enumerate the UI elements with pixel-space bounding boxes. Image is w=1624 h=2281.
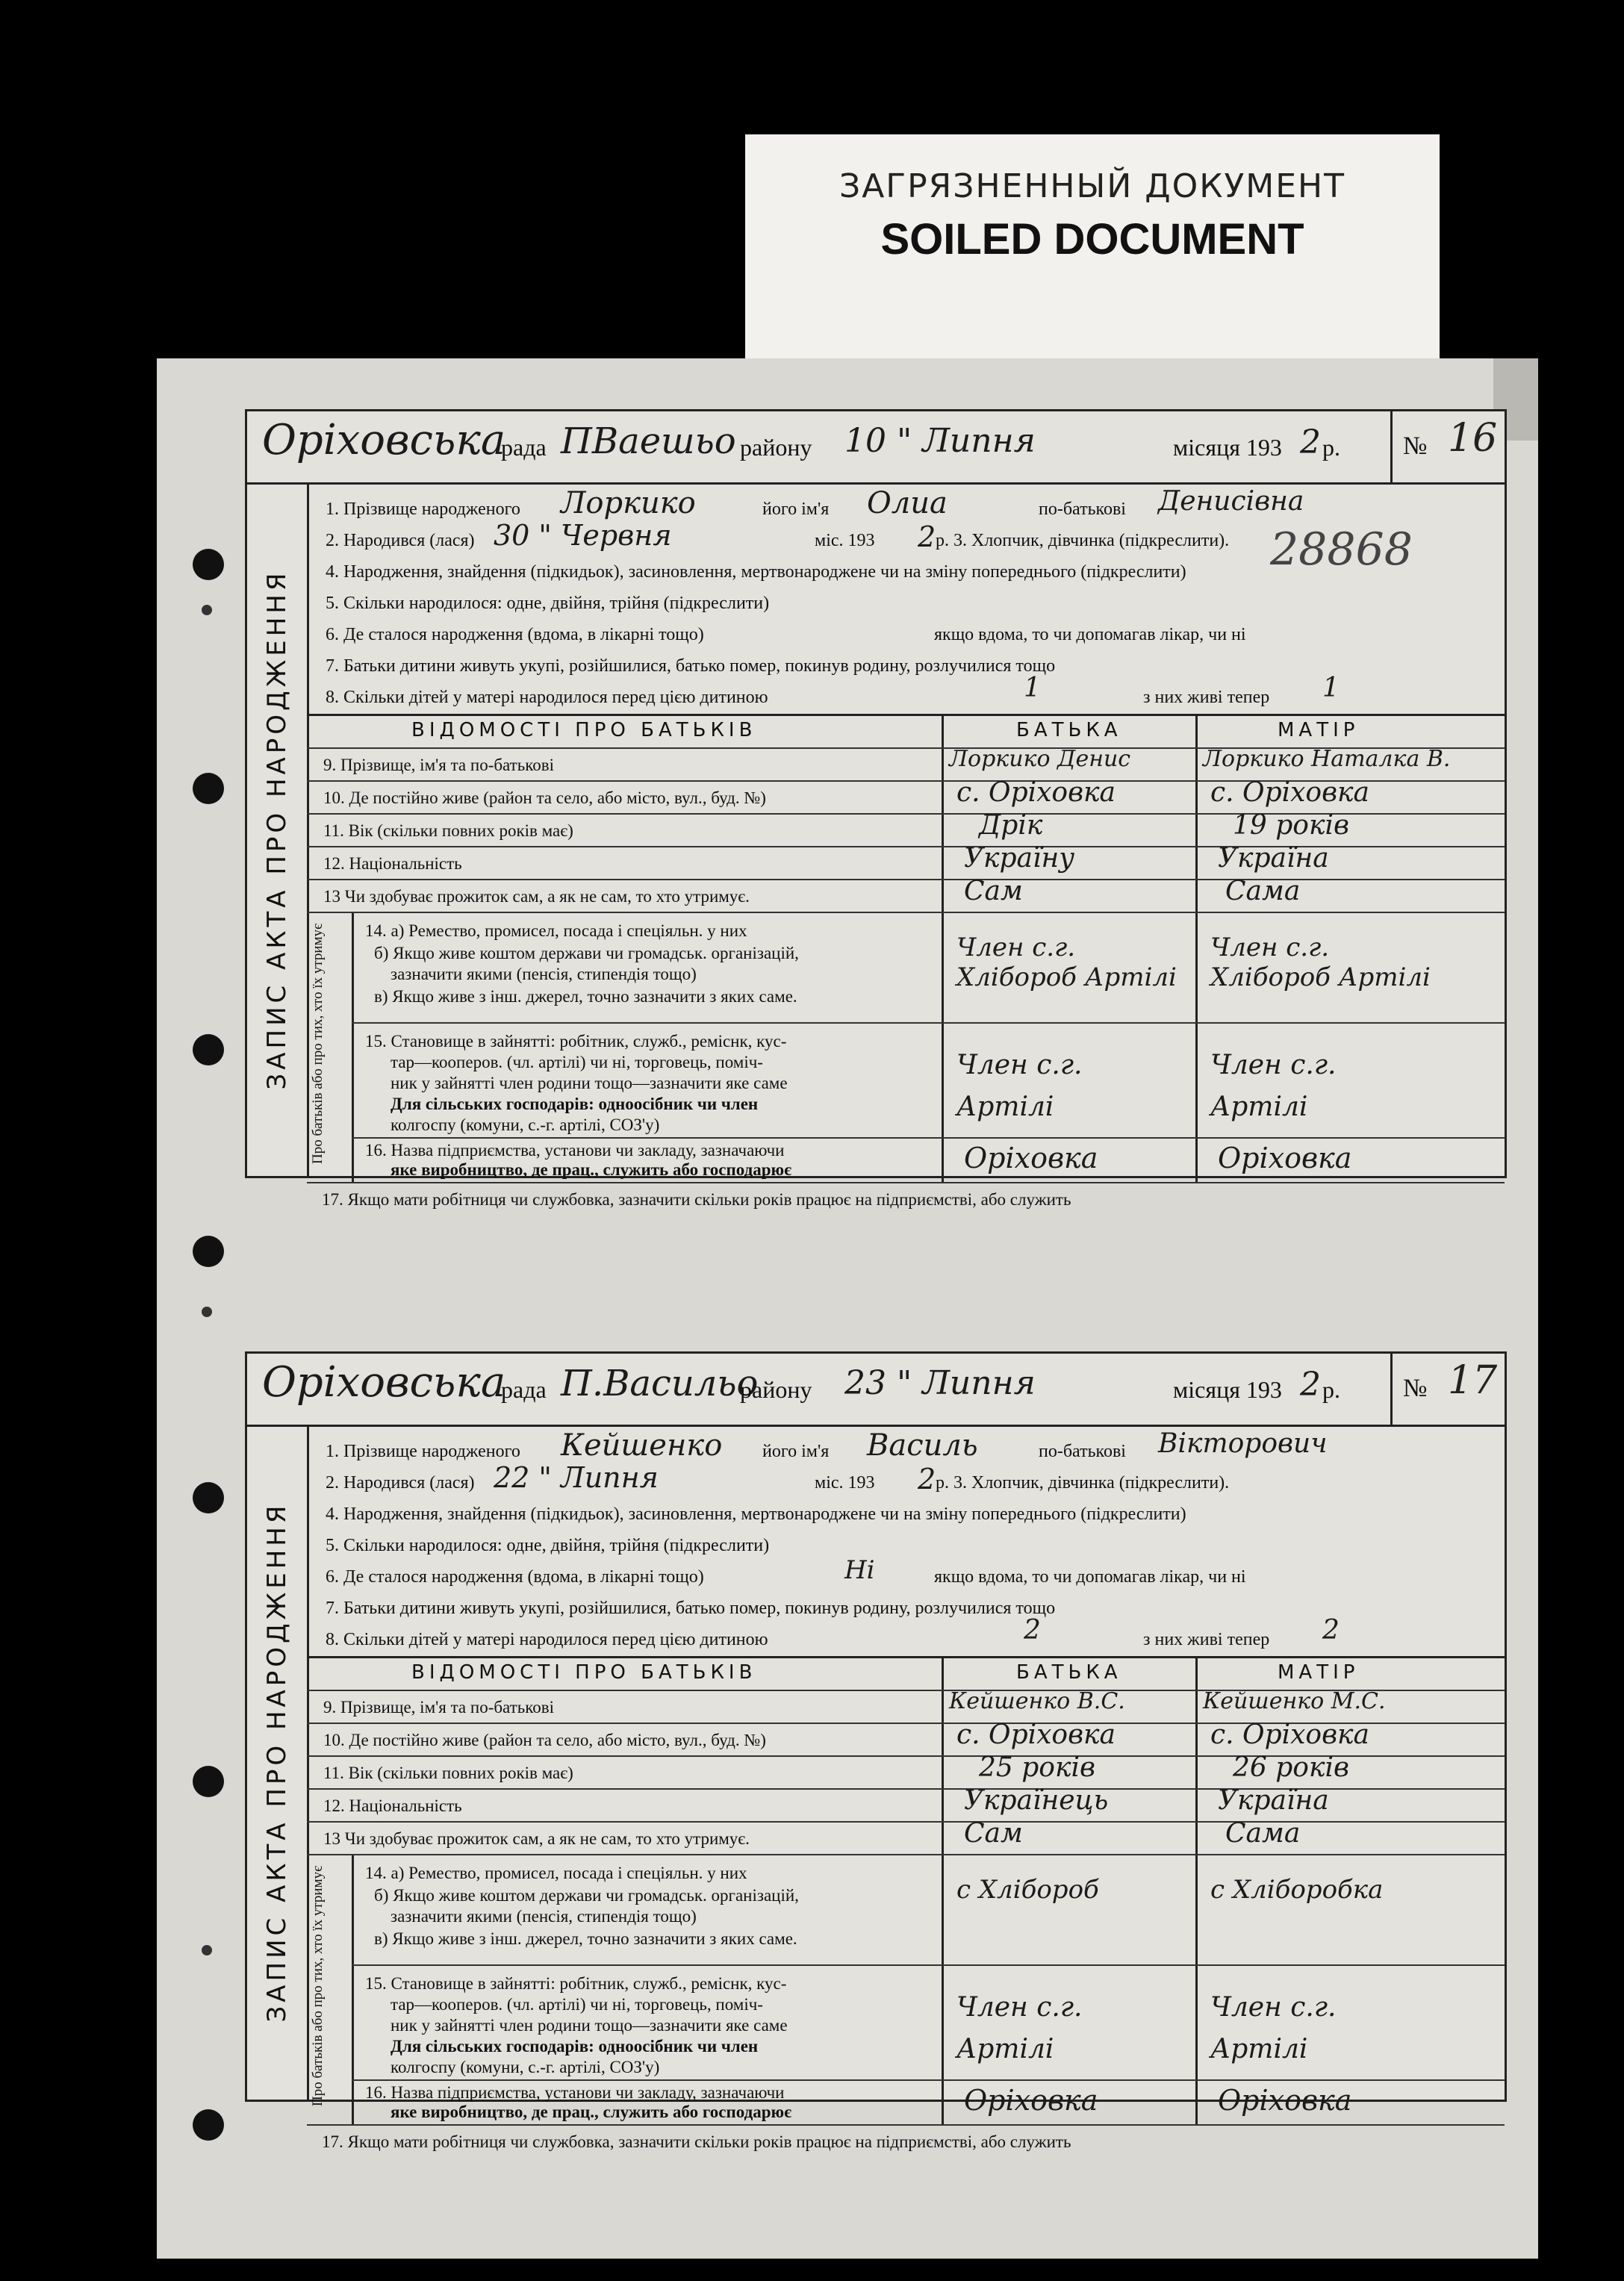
mother-support: Сама — [1225, 876, 1301, 906]
year-suffix: р. — [1322, 434, 1340, 461]
children-before: 2 — [1024, 1615, 1041, 1646]
father-position: Член с.г. Артілі — [956, 1992, 1083, 2064]
row-11-label: 11. Вік (скільки повних років має) — [323, 1764, 573, 1782]
row-17-label: 17. Якщо мати робітниця чи службовка, зазначити скільки років працює на підприємстві, або служить — [322, 2132, 1071, 2151]
row-14a-label: 14. а) Ремество, промисел, посада і спеціяльн. у них — [365, 1864, 747, 1882]
child-name: Олиа — [867, 486, 948, 520]
mother-name: Лоркико Наталка В. — [1203, 746, 1451, 772]
mother-nationality: Україна — [1218, 1785, 1329, 1816]
father-workplace: Оріховка — [964, 2084, 1098, 2117]
mother-nationality: Україна — [1218, 843, 1329, 874]
child-name: Василь — [867, 1428, 978, 1463]
side-title: ЗАПИС АКТА ПРО НАРОДЖЕННЯ — [262, 1502, 292, 2023]
row-14b-label: б) Якщо живе коштом держави чи громадськ. організацій, — [374, 1886, 799, 1905]
row-divider — [307, 2124, 1505, 2126]
mother-residence: с. Оріховка — [1210, 1720, 1370, 1750]
children-alive: 2 — [1322, 1615, 1340, 1646]
record-year-digit: 2 — [1300, 423, 1321, 461]
side-title-column — [247, 1425, 309, 2100]
row-8-alive-label: з них живі тепер — [1143, 688, 1270, 707]
punch-dent — [202, 605, 212, 615]
row-6-doctor-label: якщо вдома, то чи допомагав лікар, чи ні — [934, 625, 1246, 644]
birth-year-digit: 2 — [918, 1463, 936, 1496]
row-1-name-label: його ім'я — [762, 500, 830, 519]
mother-name: Кейшенко М.С. — [1203, 1688, 1386, 1714]
row-16a-label: 16. Назва підприємства, установи чи закладу, зазначаючи — [365, 1141, 785, 1160]
number-sign: № — [1403, 1375, 1428, 1402]
mother-support: Сама — [1225, 1818, 1301, 1849]
column-divider — [352, 1854, 354, 2124]
margin-annotation: 28868 — [1270, 523, 1413, 576]
row-15d-label: Для сільських господарів: одноосібник чи член — [391, 2037, 759, 2056]
child-patronymic: Вікторович — [1158, 1428, 1328, 1459]
row-divider — [352, 1964, 1505, 1966]
mother-workplace: Оріховка — [1218, 2084, 1352, 2117]
column-divider — [352, 912, 354, 1182]
punch-hole — [193, 549, 224, 580]
row-1-patronymic-label: по-батькові — [1039, 500, 1126, 519]
father-column-header: БАТЬКА — [1016, 719, 1122, 741]
father-age: 25 років — [979, 1752, 1095, 1783]
row-3-label: р. 3. Хлопчик, дівчинка (підкреслити). — [936, 1473, 1230, 1493]
birth-date: 22 " Липня — [494, 1461, 659, 1494]
father-column-header: БАТЬКА — [1016, 1661, 1122, 1684]
mother-column-header: МАТІР — [1278, 719, 1360, 741]
parents-side-label: Про батьків або про тих, хто їх утримує — [310, 923, 326, 1164]
soiled-document-label — [745, 134, 1440, 358]
punch-hole — [193, 2109, 224, 2141]
year-suffix: р. — [1322, 1376, 1340, 1403]
parents-table — [307, 1656, 1505, 2151]
mother-age: 19 років — [1233, 810, 1349, 841]
mother-residence: с. Оріховка — [1210, 777, 1370, 808]
row-6-label: 6. Де сталося народження (вдома, в лікарні тощо) — [326, 625, 704, 644]
punch-hole — [193, 1236, 224, 1267]
punch-dent — [202, 1307, 212, 1317]
month-label: місяця 193 — [1173, 434, 1282, 461]
row-10-label: 10. Де постійно живе (район та село, або місто, вул., буд. №) — [323, 788, 766, 807]
row-4-label: 4. Народження, знайдення (підкидьок), засиновлення, мертвонароджене чи на зміну попереднього (підкреслити) — [326, 1504, 1186, 1524]
row-2-label: 2. Народився (лася) — [326, 531, 475, 550]
row-9-label: 9. Прізвище, ім'я та по-батькові — [323, 756, 554, 774]
row-13-label: 13 Чи здобуває прожиток сам, а як не сам, то хто утримує. — [323, 887, 750, 906]
father-residence: с. Оріховка — [956, 1720, 1116, 1750]
village-name: Оріховська — [262, 416, 506, 464]
row-11-label: 11. Вік (скільки повних років має) — [323, 821, 573, 840]
father-age: Дрік — [979, 810, 1043, 841]
record-number: 16 — [1448, 416, 1498, 461]
label-russian: ЗАГРЯЗНЕННЫЙ ДОКУМЕНТ — [839, 167, 1346, 205]
rada-label: рада — [501, 434, 547, 461]
mother-position: Член с.г. Артілі — [1210, 1992, 1337, 2064]
village-name: Оріховська — [262, 1358, 506, 1407]
row-divider — [307, 1854, 1505, 1855]
row-16b-label: яке виробництво, де прац., служить або господарює — [391, 1160, 792, 1179]
row-7-label: 7. Батьки дитини живуть укупі, розійшилися, батько помер, покинув родину, розлучилися тощо — [326, 656, 1056, 676]
row-divider — [307, 1821, 1505, 1823]
district-name: ПВаешьо — [561, 420, 736, 462]
row-divider — [307, 879, 1505, 880]
row-5-label: 5. Скільки народилося: одне, двійня, трійня (підкреслити) — [326, 1536, 770, 1555]
record-date: 10 " Липня — [844, 422, 1036, 460]
punch-hole — [193, 1482, 224, 1513]
child-patronymic: Денисівна — [1158, 486, 1304, 517]
row-17-label: 17. Якщо мати робітниця чи службовка, зазначити скільки років працює на підприємстві, або служить — [322, 1190, 1071, 1209]
row-14b2-label: зазначити якими (пенсія, стипендія тощо) — [391, 1907, 697, 1926]
row-divider — [352, 2079, 1505, 2081]
row-7-label: 7. Батьки дитини живуть укупі, розійшилися, батько помер, покинув родину, розлучилися тощо — [326, 1599, 1056, 1618]
punch-dent — [202, 1945, 212, 1955]
children-before: 1 — [1024, 673, 1041, 703]
row-divider — [307, 1182, 1505, 1183]
mother-workplace: Оріховка — [1218, 1142, 1352, 1174]
parents-side-label: Про батьків або про тих, хто їх утримує — [310, 1865, 326, 2106]
punch-hole — [193, 773, 224, 804]
parents-info-header: ВІДОМОСТІ ПРО БАТЬКІВ — [411, 719, 757, 741]
father-occupation: Член с.г. Хлібороб Артілі — [956, 933, 1177, 992]
row-13-label: 13 Чи здобуває прожиток сам, а як не сам, то хто утримує. — [323, 1829, 750, 1848]
child-surname: Лоркико — [561, 486, 696, 520]
mother-age: 26 років — [1233, 1752, 1349, 1783]
row-1-name-label: його ім'я — [762, 1442, 830, 1461]
mother-occupation: с Хліборобка — [1210, 1875, 1384, 1905]
row-2-month-label: міс. 193 — [815, 531, 875, 550]
row-12-label: 12. Національність — [323, 854, 462, 873]
number-sign: № — [1403, 432, 1428, 460]
row-1-patronymic-label: по-батькові — [1039, 1442, 1126, 1461]
row-14a-label: 14. а) Ремество, промисел, посада і спеціяльн. у них — [365, 921, 747, 940]
row-15e-label: колгоспу (комуни, с.-г. артілі, СОЗ'у) — [391, 1115, 660, 1134]
children-alive: 1 — [1322, 673, 1340, 703]
row-14b-label: б) Якщо живе коштом держави чи громадськ. організацій, — [374, 944, 799, 962]
father-position: Член с.г. Артілі — [956, 1050, 1083, 1122]
birth-year-digit: 2 — [918, 520, 936, 553]
mother-occupation: Член с.г. Хлібороб Артілі — [1210, 933, 1431, 992]
row-15b-label: тар—кооперов. (чл. артілі) чи ні, торговець, поміч- — [391, 1995, 763, 2014]
row-9-label: 9. Прізвище, ім'я та по-батькові — [323, 1698, 554, 1717]
mother-position: Член с.г. Артілі — [1210, 1050, 1337, 1122]
district-name: П.Васильо — [561, 1363, 759, 1404]
column-divider — [1195, 716, 1198, 1182]
child-surname: Кейшенко — [561, 1428, 723, 1463]
row-14c-label: в) Якщо живе з інш. джерел, точно зазначити з яких саме. — [374, 1929, 797, 1948]
record-date: 23 " Липня — [844, 1364, 1036, 1402]
raion-label: району — [740, 434, 812, 461]
row-15a-label: 15. Становище в зайнятті: робітник, служб., реміснк, кус- — [365, 1974, 787, 1993]
row-16a-label: 16. Назва підприємства, установи чи закладу, зазначаючи — [365, 2083, 785, 2102]
row-15e-label: колгоспу (комуни, с.-г. артілі, СОЗ'у) — [391, 2058, 660, 2076]
row-14c-label: в) Якщо живе з інш. джерел, точно зазначити з яких саме. — [374, 987, 797, 1006]
father-residence: с. Оріховка — [956, 777, 1116, 808]
side-title: ЗАПИС АКТА ПРО НАРОДЖЕННЯ — [262, 569, 292, 1089]
row-16b-label: яке виробництво, де прац., служить або господарює — [391, 2103, 792, 2121]
side-title-column — [247, 482, 309, 1176]
record-header — [247, 411, 1505, 485]
punch-hole — [193, 1766, 224, 1797]
birth-record-form — [245, 409, 1507, 1209]
document-sheet — [157, 358, 1538, 2259]
father-name: Кейшенко В.С. — [949, 1688, 1125, 1714]
row-divider — [307, 912, 1505, 913]
row-8-label: 8. Скільки дітей у матері народилося перед цією дитиною — [326, 688, 768, 707]
rada-label: рада — [501, 1376, 547, 1403]
father-occupation: с Хлібороб — [956, 1875, 1099, 1905]
column-divider — [942, 716, 944, 1182]
row-6-label: 6. Де сталося народження (вдома, в лікарні тощо) — [326, 1567, 704, 1587]
row-10-label: 10. Де постійно живе (район та село, або місто, вул., буд. №) — [323, 1731, 766, 1749]
row-3-label: р. 3. Хлопчик, дівчинка (підкреслити). — [936, 531, 1230, 550]
parents-info-header: ВІДОМОСТІ ПРО БАТЬКІВ — [411, 1661, 757, 1684]
father-support: Сам — [964, 1818, 1023, 1849]
row-15b-label: тар—кооперов. (чл. артілі) чи ні, торговець, поміч- — [391, 1053, 763, 1071]
label-english: SOILED DOCUMENT — [880, 215, 1304, 264]
row-6-doctor-label: якщо вдома, то чи допомагав лікар, чи ні — [934, 1567, 1246, 1587]
record-year-digit: 2 — [1300, 1366, 1321, 1404]
row-15c-label: ник у зайнятті член родини тощо—зазначити яке саме — [391, 1074, 788, 1092]
father-workplace: Оріховка — [964, 1142, 1098, 1174]
row-divider — [352, 1022, 1505, 1024]
father-support: Сам — [964, 876, 1023, 906]
row-1-label: 1. Прізвище народженого — [326, 1442, 520, 1461]
row-8-label: 8. Скільки дітей у матері народилося перед цією дитиною — [326, 1630, 768, 1649]
row-15a-label: 15. Становище в зайнятті: робітник, служб., реміснк, кус- — [365, 1032, 787, 1051]
birth-record-form — [245, 1351, 1507, 2151]
raion-label: району — [740, 1376, 812, 1403]
row-12-label: 12. Національність — [323, 1796, 462, 1815]
month-label: місяця 193 — [1173, 1376, 1282, 1403]
row-2-label: 2. Народився (лася) — [326, 1473, 475, 1493]
column-divider — [942, 1658, 944, 2124]
row-2-month-label: міс. 193 — [815, 1473, 875, 1493]
birth-date: 30 " Червня — [494, 519, 672, 552]
punch-hole — [193, 1034, 224, 1065]
father-nationality: Українець — [964, 1785, 1109, 1816]
column-divider — [1195, 1658, 1198, 2124]
parents-table — [307, 714, 1505, 1209]
row-14b2-label: зазначити якими (пенсія, стипендія тощо) — [391, 965, 697, 983]
father-nationality: Україну — [964, 843, 1075, 874]
row-15c-label: ник у зайнятті член родини тощо—зазначити яке саме — [391, 2016, 788, 2035]
mother-column-header: МАТІР — [1278, 1661, 1360, 1684]
record-number-box — [1390, 1354, 1505, 1425]
record-number-box — [1390, 411, 1505, 482]
row-15d-label: Для сільських господарів: одноосібник чи член — [391, 1095, 759, 1113]
row-8-alive-label: з них живі тепер — [1143, 1630, 1270, 1649]
row-4-label: 4. Народження, знайдення (підкидьок), засиновлення, мертвонароджене чи на зміну попереднього (підкреслити) — [326, 562, 1186, 582]
record-header — [247, 1354, 1505, 1427]
record-number: 17 — [1448, 1358, 1498, 1403]
row-divider — [352, 1137, 1505, 1139]
birth-place: Ні — [844, 1555, 875, 1585]
row-1-label: 1. Прізвище народженого — [326, 500, 520, 519]
father-name: Лоркико Денис — [949, 746, 1131, 772]
row-5-label: 5. Скільки народилося: одне, двійня, трійня (підкреслити) — [326, 594, 770, 613]
